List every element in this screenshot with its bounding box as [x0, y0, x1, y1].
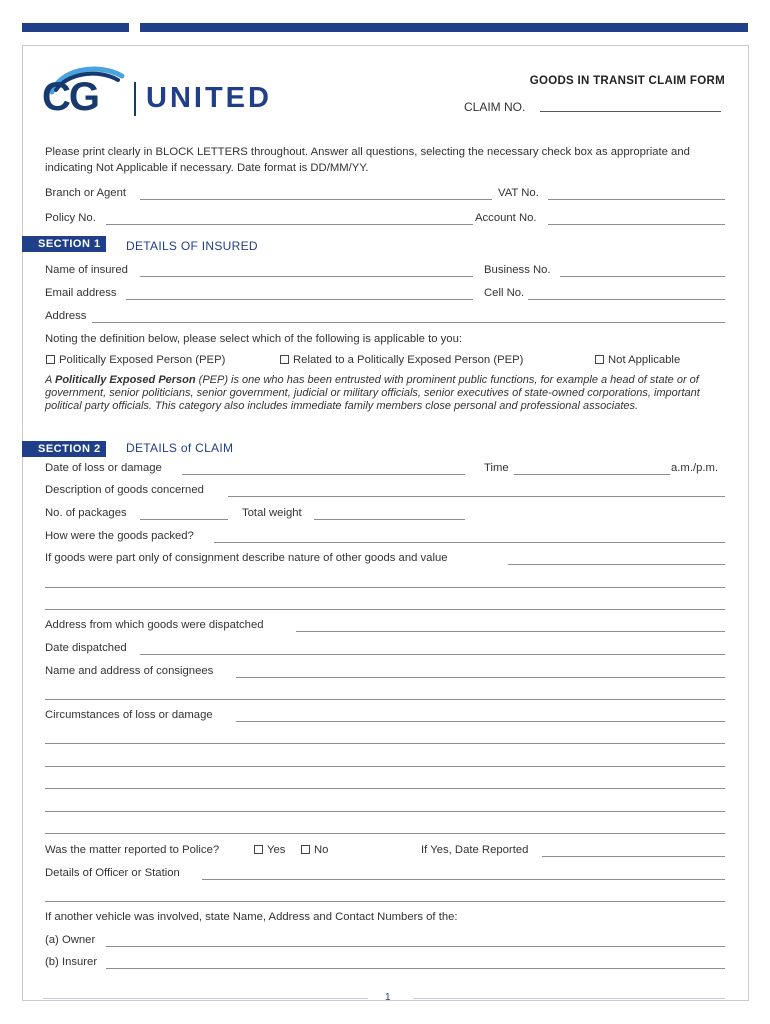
email-field[interactable]	[126, 299, 473, 300]
section-1-title: DETAILS OF INSURED	[126, 239, 258, 253]
logo-cg-text: CG	[42, 75, 98, 119]
date-loss-field[interactable]	[182, 474, 465, 475]
cg-united-logo	[42, 62, 302, 122]
police-yes-checkbox[interactable]	[254, 845, 263, 854]
address-dispatched-label: Address from which goods were dispatched	[45, 619, 264, 631]
date-reported-label: If Yes, Date Reported	[421, 844, 529, 856]
partial-consignment-line-3[interactable]	[45, 609, 725, 610]
logo-united-text: UNITED	[146, 82, 272, 114]
circumstances-label: Circumstances of loss or damage	[45, 709, 213, 721]
circumstances-field[interactable]	[236, 721, 725, 722]
date-reported-field[interactable]	[542, 856, 725, 857]
address-field[interactable]	[92, 322, 725, 323]
officer-line-2[interactable]	[45, 901, 725, 902]
owner-field[interactable]	[106, 946, 725, 947]
consignees-label: Name and address of consignees	[45, 665, 214, 677]
description-label: Description of goods concerned	[45, 484, 204, 496]
circumstances-line-4[interactable]	[45, 788, 725, 789]
address-dispatched-field[interactable]	[296, 631, 725, 632]
account-field[interactable]	[548, 224, 725, 225]
packed-field[interactable]	[214, 542, 725, 543]
insurer-label: (b) Insurer	[45, 956, 98, 968]
packed-label: How were the goods packed?	[45, 530, 194, 542]
weight-field[interactable]	[314, 519, 465, 520]
business-no-field[interactable]	[560, 276, 725, 277]
header-bar-right	[140, 23, 748, 32]
circumstances-line-5[interactable]	[45, 811, 725, 812]
not-applicable-option-label: Not Applicable	[608, 354, 681, 366]
policy-label: Policy No.	[45, 212, 96, 224]
header-bar-left	[22, 23, 129, 32]
insurer-field[interactable]	[106, 968, 725, 969]
form-title: GOODS IN TRANSIT CLAIM FORM	[529, 75, 725, 87]
section-2-badge: SECTION 2	[22, 441, 106, 457]
related-pep-option-label: Related to a Politically Exposed Person (PEP)	[293, 354, 524, 366]
date-loss-label: Date of loss or damage	[45, 462, 162, 474]
time-label: Time	[484, 462, 509, 474]
cell-no-label: Cell No.	[484, 287, 525, 299]
packages-field[interactable]	[140, 519, 228, 520]
partial-consignment-label: If goods were part only of consignment describe nature of other goods and value	[45, 552, 448, 564]
business-no-label: Business No.	[484, 264, 551, 276]
branch-label: Branch or Agent	[45, 187, 127, 199]
instructions-text: Please print clearly in BLOCK LETTERS throughout. Answer all questions, selecting the necessary check box as appropriate and indicating Not Applicable if necessary. Date format is DD/MM/YY.	[45, 146, 690, 174]
vat-field[interactable]	[548, 199, 725, 200]
logo-divider	[134, 82, 136, 116]
packages-label: No. of packages	[45, 507, 127, 519]
pep-question: Noting the definition below, please select which of the following is applicable to you:	[45, 333, 462, 345]
consignees-line-2[interactable]	[45, 699, 725, 700]
time-field[interactable]	[514, 474, 670, 475]
account-label: Account No.	[475, 212, 537, 224]
ampm-label: a.m./p.m.	[671, 462, 719, 474]
branch-field[interactable]	[140, 199, 492, 200]
vat-label: VAT No.	[498, 187, 539, 199]
date-dispatched-field[interactable]	[140, 654, 725, 655]
weight-label: Total weight	[242, 507, 302, 519]
police-no-label: No	[314, 844, 329, 856]
not-applicable-checkbox[interactable]	[595, 355, 604, 364]
officer-field[interactable]	[202, 879, 725, 880]
partial-consignment-line-2[interactable]	[45, 587, 725, 588]
section-2-title: DETAILS of CLAIM	[126, 441, 234, 455]
description-field[interactable]	[228, 496, 725, 497]
consignees-field[interactable]	[236, 677, 725, 678]
pep-option-label: Politically Exposed Person (PEP)	[59, 354, 226, 366]
other-vehicle-label: If another vehicle was involved, state Name, Address and Contact Numbers of the:	[45, 911, 458, 923]
circumstances-line-2[interactable]	[45, 743, 725, 744]
footer-divider-left	[43, 998, 368, 999]
circumstances-line-3[interactable]	[45, 766, 725, 767]
cell-no-field[interactable]	[528, 299, 725, 300]
partial-consignment-field[interactable]	[508, 564, 725, 565]
footer-divider-right	[413, 998, 725, 999]
police-no-checkbox[interactable]	[301, 845, 310, 854]
circumstances-line-6[interactable]	[45, 833, 725, 834]
date-dispatched-label: Date dispatched	[45, 642, 127, 654]
related-pep-checkbox[interactable]	[280, 355, 289, 364]
address-label: Address	[45, 310, 87, 322]
claim-no-label: CLAIM NO.	[464, 100, 526, 114]
section-1-badge: SECTION 1	[22, 236, 106, 252]
email-label: Email address	[45, 287, 117, 299]
police-yes-label: Yes	[267, 844, 286, 856]
pep-definition: A Politically Exposed Person (PEP) is one who has been entrusted with prominent public functions, for example a head of state or of government, senior politicians, senior government, judicial or military officials, senior executives of state-owned corporations, important political party officials. This category also includes immediate family members close personal and professional associates.	[45, 374, 700, 412]
pep-checkbox[interactable]	[46, 355, 55, 364]
owner-label: (a) Owner	[45, 934, 96, 946]
name-insured-label: Name of insured	[45, 264, 128, 276]
policy-field[interactable]	[106, 224, 473, 225]
claim-no-field[interactable]	[540, 111, 721, 112]
form-frame	[22, 45, 749, 1001]
name-insured-field[interactable]	[140, 276, 473, 277]
page-number: 1	[385, 992, 391, 1003]
officer-label: Details of Officer or Station	[45, 867, 180, 879]
police-question-label: Was the matter reported to Police?	[45, 844, 220, 856]
